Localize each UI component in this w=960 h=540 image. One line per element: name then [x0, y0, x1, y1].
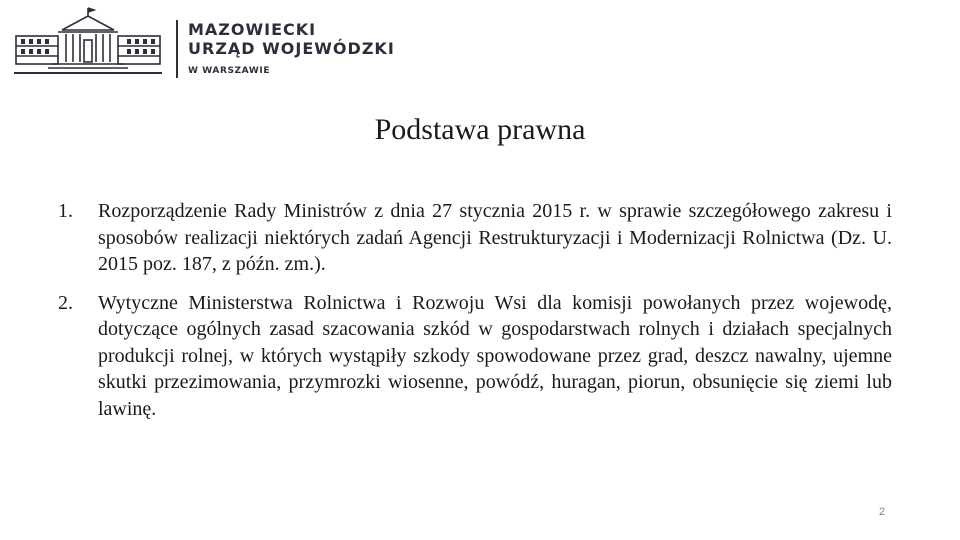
- logo-text: [188, 20, 395, 76]
- list-item-text: Rozporządzenie Rady Ministrów z dnia 27 stycznia 2015 r. w sprawie szczegółowego zakresu i sposobów realizacji niektórych zadań Agencji Restrukturyzacji i Modernizacji Rolnictwa (Dz. U. 2015 poz. 187, z późn. zm.).: [98, 200, 892, 275]
- list-item-text: Wytyczne Ministerstwa Rolnictwa i Rozwoju Wsi dla komisji powołanych przez wojewodę, dotyczące ogólnych zasad szacowania szkód w gospodarstwach rolnych i działach specjalnych produkcji rolnej, w których wystąpiły szkody spowodowane przez grad, deszcz nawalny, ujemne skutki przezimowania, przymrozki wiosenne, powódź, huragan, piorun, obsunięcie się ziemi lub lawinę.: [98, 291, 892, 420]
- list-item: [58, 198, 892, 278]
- logo-line-1: MAZOWIECKI: [188, 20, 317, 39]
- list-item-number: 1.: [58, 200, 73, 222]
- logo-line-3: W WARSZAWIE: [188, 66, 271, 76]
- building-emblem-icon: [12, 6, 164, 78]
- legal-basis-list: [58, 198, 892, 434]
- list-item: [58, 290, 892, 423]
- logo-divider: [176, 20, 178, 78]
- list-item-number: 2.: [58, 291, 73, 314]
- page-number: 2: [878, 506, 886, 518]
- logo-line-2: URZĄD WOJEWÓDZKI: [188, 39, 395, 58]
- logo: [12, 6, 395, 80]
- slide-title: Podstawa prawna: [374, 113, 586, 146]
